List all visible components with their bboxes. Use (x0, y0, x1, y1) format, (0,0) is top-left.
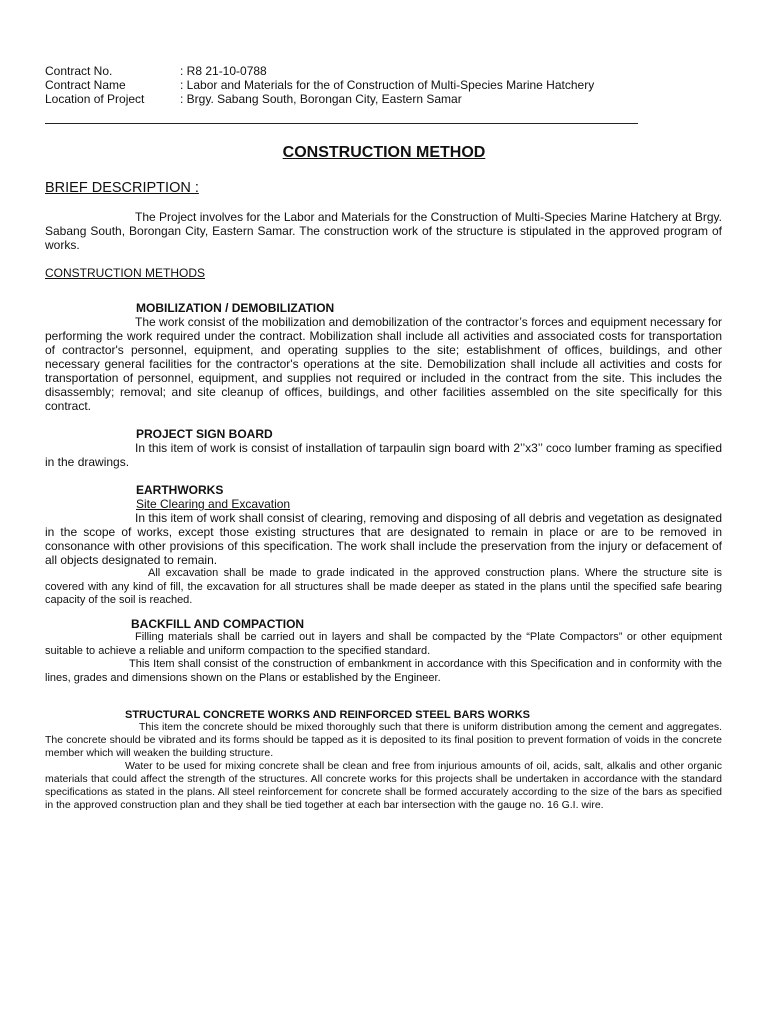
sign-board-section (45, 441, 722, 469)
brief-paragraph: The Project involves for the Labor and Materials for the Construction of Multi-Species Marine Hatchery at Brgy. Sabang South, Borongan City, Eastern Samar. The construction work of the structure is stipulated in the approved program of works. (45, 210, 722, 252)
backfill-paragraph: Filling materials shall be carried out in layers and shall be compacted by the “Plate Compactors” or other equipment suitable to achieve a reliable and uniform compaction to the specified standard. (45, 631, 722, 657)
contract-name-label: Contract Name (45, 78, 126, 92)
earthworks-heading: EARTHWORKS (136, 483, 224, 497)
sign-board-heading: PROJECT SIGN BOARD (136, 427, 273, 441)
mobilization-paragraph: The work consist of the mobilization and demobilization of the contractor’s forces and equipment necessary for performing the work required under the contract. Mobilization shall include all activities and associated costs for transportation of contractor's personnel, equipment, and operating supplies to the site; establishment of offices, buildings, and other necessary general facilities for the contractor's operations at the site. Demobilization shall include all activities and costs for transportation of personnel, equipment, and supplies not required or included in the contract from the site. This includes the disassembly; removal; and site cleanup of offices, buildings, and other facilities assembled on the site specifically for this contract. (45, 315, 722, 413)
sign-board-paragraph: In this item of work is consist of installation of tarpaulin sign board with 2’’x3’’ coco lumber framing as specified in the drawings. (45, 441, 722, 469)
contract-name-row (45, 78, 594, 92)
contract-name-value: : Labor and Materials for the of Construction of Multi-Species Marine Hatchery (180, 78, 595, 92)
contract-header (45, 64, 594, 106)
page-title: CONSTRUCTION METHOD (282, 144, 486, 161)
location-label: Location of Project (45, 92, 145, 106)
brief-description-text (45, 210, 722, 252)
earthworks-section (45, 511, 722, 567)
concrete-section (45, 721, 722, 812)
backfill-section (45, 631, 722, 685)
construction-methods-heading: CONSTRUCTION METHODS (45, 266, 205, 280)
location-value: : Brgy. Sabang South, Borongan City, Eastern Samar (180, 92, 462, 106)
contract-no-row (45, 64, 594, 78)
contract-no-label: Contract No. (45, 64, 113, 78)
excavation-paragraph: All excavation shall be made to grade indicated in the approved construction plans. Where the structure site is covered with any kind of fill, the excavation for all structures shall be made deeper as stated in the plans until the specified safe bearing capacity of the soil is reached. (45, 567, 722, 606)
earthworks-paragraph: In this item of work shall consist of clearing, removing and disposing of all debris and vegetation as designated in the scope of works, except those existing structures that are designated to remain in place or are to be removed in consonance with other provisions of this specification. The work shall include the preservation from the injury or defacement of all objects designated to remain. (45, 511, 722, 567)
water-paragraph: Water to be used for mixing concrete shall be clean and free from injurious amounts of oil, acids, salt, alkalis and other organic materials that could affect the strength of the structures. All concrete works for this projects shall be undertaken in accordance with the standard specifications as stated in the plans. All steel reinforcement for concrete shall be formed accurately according to the size of the bars as specified in the approved construction plan and they shall be tied together at each bar intersection with the gauge no. 16 G.I. wire. (45, 760, 722, 811)
concrete-heading: STRUCTURAL CONCRETE WORKS AND REINFORCED STEEL BARS WORKS (125, 709, 530, 721)
location-row (45, 92, 594, 106)
excavation-section (45, 567, 722, 608)
embankment-paragraph: This Item shall consist of the construction of embankment in accordance with this Specification and in conformity with the lines, grades and dimensions shown on the Plans or established by the Engineer. (45, 658, 722, 684)
mobilization-heading: MOBILIZATION / DEMOBILIZATION (136, 301, 335, 315)
mobilization-section (45, 315, 722, 413)
backfill-heading: BACKFILL AND COMPACTION (131, 617, 305, 631)
brief-description-heading: BRIEF DESCRIPTION : (45, 180, 199, 196)
header-divider (45, 123, 638, 124)
contract-no-value: : R8 21-10-0788 (180, 64, 267, 78)
concrete-paragraph: This item the concrete should be mixed thoroughly such that there is uniform distribution among the cement and aggregates. The concrete should be vibrated and its forms should be tapped as it is deposited to its final position to prevent formation of voids in the concrete member which will weaken the building structure. (45, 721, 722, 759)
site-clearing-subheading: Site Clearing and Excavation (136, 497, 291, 511)
